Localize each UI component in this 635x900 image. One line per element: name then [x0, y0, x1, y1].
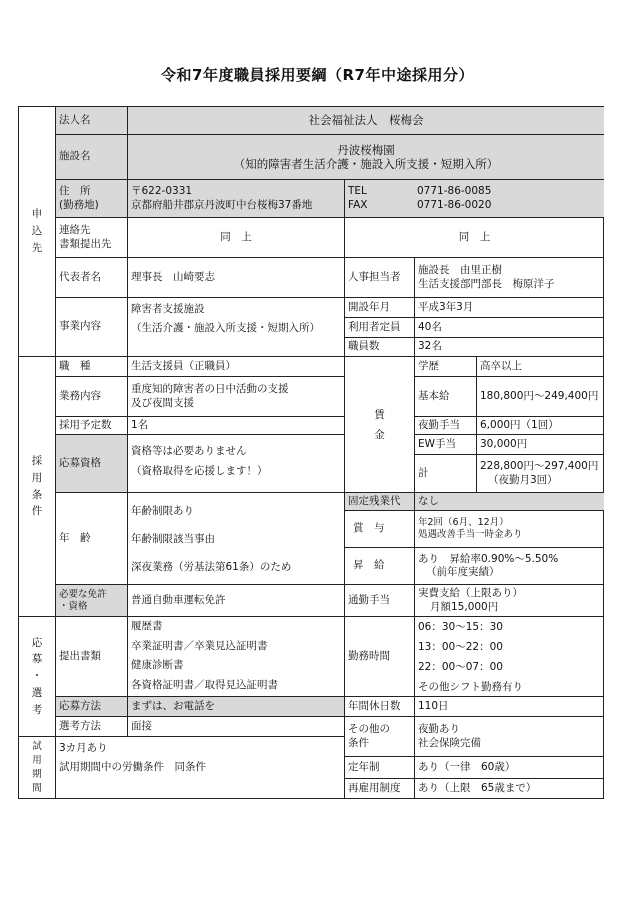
job-value: 生活支援員（正職員） — [127, 356, 344, 376]
fax-number: 0771-86-0020 — [417, 198, 492, 211]
hr-label: 人事担当者 — [344, 257, 414, 297]
duties-label: 業務内容 — [55, 376, 127, 416]
facility-label: 施設名 — [55, 134, 127, 179]
wage-label: 賃 金 — [344, 356, 414, 492]
tel-fax-values — [414, 179, 604, 217]
apply-method-value: まずは、お電話を — [127, 696, 344, 716]
age-value: 年齢制限あり 年齢制限該当事由 深夜業務（労基法第61条）のため — [127, 492, 344, 584]
contact-left: 同 上 — [127, 217, 344, 257]
rep-value: 理事長 山崎要志 — [127, 257, 344, 297]
raise-value: あり 昇給率0.90%～5.50% （前年度実績） — [414, 547, 604, 584]
edu-label: 学歴 — [414, 356, 476, 376]
qualification-value: 資格等は必要ありません （資格取得を応援します！） — [127, 434, 344, 492]
total-value: 228,800円～297,400円 （夜勤月3回） — [476, 454, 604, 492]
corp-value: 社会福祉法人 桜梅会 — [127, 107, 604, 134]
overtime-label: 固定残業代 — [344, 492, 414, 510]
tel-number: 0771-86-0085 — [417, 185, 492, 198]
contact-right: 同 上 — [344, 217, 604, 257]
page-title: 令和7年度職員採用要綱（R7年中途採用分） — [161, 66, 474, 84]
staff-label: 職員数 — [344, 337, 414, 356]
positions-value: 1名 — [127, 416, 344, 434]
holidays-label: 年間休日数 — [344, 696, 414, 716]
facility-value — [127, 134, 604, 179]
retirement-value: あり（一律 60歳） — [414, 756, 604, 778]
base-pay-label: 基本給 — [414, 376, 476, 416]
raise-label: 昇 給 — [344, 547, 414, 584]
license-label: 必要な免許 ・資格 — [55, 584, 127, 616]
hours-label: 勤務時間 — [344, 616, 414, 696]
license-value: 普通自動車運転免許 — [127, 584, 344, 616]
age-label: 年 齢 — [55, 492, 127, 584]
ew-allowance-value: 30,000円 — [476, 434, 604, 454]
staff-value: 32名 — [414, 337, 604, 356]
night-allowance-label: 夜勤手当 — [414, 416, 476, 434]
job-label: 職 種 — [55, 356, 127, 376]
postal-code: 〒622-0331 — [131, 185, 193, 198]
rehire-label: 再雇用制度 — [344, 778, 414, 799]
ew-allowance-label: EW手当 — [414, 434, 476, 454]
duties-value: 重度知的障害者の日中活動の支援 及び夜間支援 — [127, 376, 344, 416]
documents-label: 提出書類 — [55, 616, 127, 696]
commute-value: 実費支給（上限あり） 月額15,000円 — [414, 584, 604, 616]
bonus-value: 年2回（6月、12月） 処遇改善手当一時金あり — [414, 510, 604, 547]
capacity-label: 利用者定員 — [344, 317, 414, 337]
edu-value: 高卒以上 — [476, 356, 604, 376]
address-value — [127, 179, 344, 217]
business-label: 事業内容 — [55, 297, 127, 356]
night-allowance-value: 6,000円（1回） — [476, 416, 604, 434]
hr-value: 施設長 由里正樹 生活支援部門部長 梅原洋子 — [414, 257, 604, 297]
tel-fax-labels: TEL FAX — [344, 179, 414, 217]
commute-label: 通勤手当 — [344, 584, 414, 616]
recruitment-table — [18, 106, 604, 799]
qualification-label: 応募資格 — [55, 434, 127, 492]
holidays-value: 110日 — [414, 696, 604, 716]
section-trial: 試 用 期 間 — [19, 736, 55, 799]
capacity-value: 40名 — [414, 317, 604, 337]
section-application: 申 込 先 — [31, 208, 43, 254]
facility-services: （知的障害者生活介護・施設入所支援・短期入所） — [233, 157, 499, 171]
total-label: 計 — [414, 454, 476, 492]
other-conditions-label: その他の 条件 — [344, 716, 414, 756]
contact-label: 連絡先 書類提出先 — [55, 217, 127, 257]
bonus-label: 賞 与 — [344, 510, 414, 547]
base-pay-value: 180,800円～249,400円 — [476, 376, 604, 416]
corp-label: 法人名 — [55, 107, 127, 134]
positions-label: 採用予定数 — [55, 416, 127, 434]
selection-method-value: 面接 — [127, 716, 344, 736]
street-address: 京都府船井郡京丹波町中台桜梅37番地 — [131, 198, 313, 211]
business-value: 障害者支援施設 （生活介護・施設入所支援・短期入所） — [127, 297, 344, 356]
documents-list: 履歴書 卒業証明書／卒業見込証明書 健康診断書 各資格証明書／取得見込証明書 — [127, 616, 344, 696]
apply-method-label: 応募方法 — [55, 696, 127, 716]
rehire-value: あり（上限 65歳まで） — [414, 778, 604, 799]
est-label: 開設年月 — [344, 297, 414, 317]
overtime-value: なし — [414, 492, 604, 510]
retirement-label: 定年制 — [344, 756, 414, 778]
hours-list: 06：30～15：30 13：00～22：00 22：00～07：00 その他シフト勤務有り — [414, 616, 604, 696]
facility-name: 丹波桜梅園 — [337, 142, 395, 157]
rep-label: 代表者名 — [55, 257, 127, 297]
est-value: 平成3年3月 — [414, 297, 604, 317]
section-selection: 応 募 ・ 選 考 — [19, 616, 55, 736]
address-label: 住 所 (勤務地) — [55, 179, 127, 217]
section-conditions: 採 用 条 件 — [19, 356, 55, 616]
other-conditions-value: 夜勤あり 社会保険完備 — [414, 716, 604, 756]
selection-method-label: 選考方法 — [55, 716, 127, 736]
trial-value: 3カ月あり 試用期間中の労働条件 同条件 — [55, 736, 344, 799]
